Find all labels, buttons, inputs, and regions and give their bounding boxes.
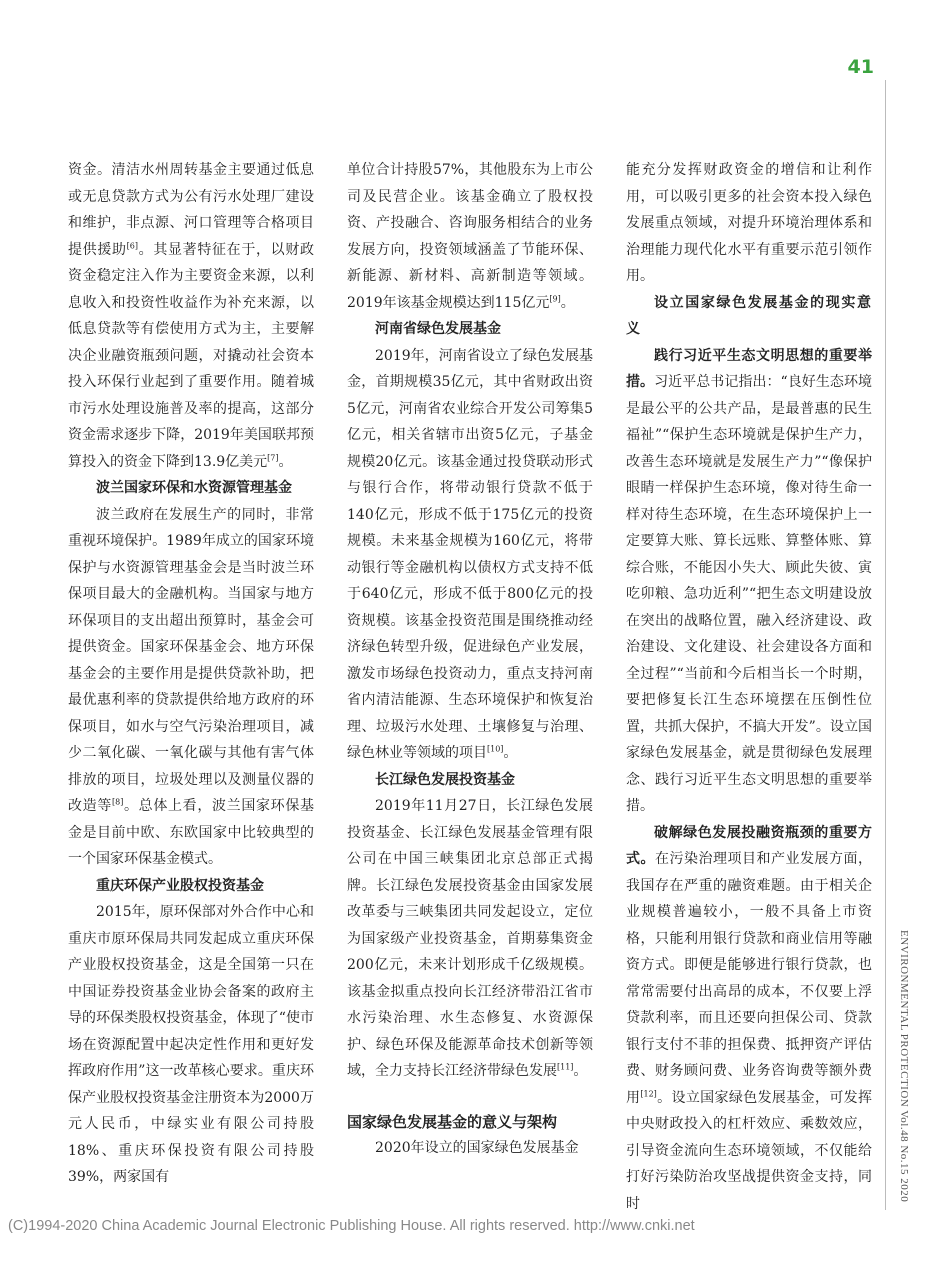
paragraph: 2019年，河南省设立了绿色发展基金，首期规模35亿元，其中省财政出资5亿元，河南省农业综合开发公司筹集5亿元，相关省辖市出资5亿元，子基金规模20亿元。该基金通过投贷联动形式与银行合作，将带动银行贷款不低于140亿元，形成不低于175亿元的投资规模。未来基金规模为160亿元，将带动银行等金融机构以债权方式支持不低于640亿元，形成不低于800亿元的投资规模。该基金投资范围是围绕推动经济绿色转型升级，促进绿色产业发展，激发市场绿色投资动力，重点支持河南省内清洁能源、生态环境保护和恢复治理、垃圾污水处理、土壤修复与治理、绿色林业等领域的项目[10]。: [347, 347, 593, 761]
citation[interactable]: [8]: [112, 797, 124, 807]
paragraph: 单位合计持股57%，其他股东为上市公司及民营企业。该基金确立了股权投资、产投融合、咨询服务相结合的业务发展方向，投资领域涵盖了节能环保、新能源、新材料、高新制造等领域。2019年该基金规模达到115亿元[9]。: [347, 162, 593, 311]
column-2: [347, 157, 593, 1162]
paragraph: 2020年设立的国家绿色发展基金: [375, 1140, 579, 1156]
citation[interactable]: [11]: [557, 1062, 574, 1072]
journal-side-label: ENVIRONMENTAL PROTECTION Vol.48 No.15 2020: [898, 930, 910, 1203]
paragraph: 资金。清洁水州周转基金主要通过低息或无息贷款方式为公有污水处理厂建设和维护，非点源、河口管理等合格项目提供援助[6]。其显著特征在于，以财政资金稳定注入作为主要资金来源，以利息收入和投资性收益作为补充来源，以低息贷款等有偿使用方式为主，主要解决企业融资瓶颈问题，对撬动社会资本投入环保行业起到了重要作用。随着城市污水处理设施普及率的提高，这部分资金需求逐步下降，2019年美国联邦预算投入的资金下降到13.9亿美元[7]。: [68, 162, 315, 470]
paragraph-lead: 破解绿色发展投融资瓶颈的重要方式。: [626, 824, 872, 867]
margin-rule: [885, 80, 886, 1210]
paragraph: 能充分发挥财政资金的增信和让利作用，可以吸引更多的社会资本投入绿色发展重点领域，对提升环境治理体系和治理能力现代化水平有重要示范引领作用。: [626, 162, 872, 284]
citation[interactable]: [12]: [640, 1088, 657, 1098]
subsection-heading: 设立国家绿色发展基金的现实意义: [626, 294, 872, 337]
copyright-footer: (C)1994-2020 China Academic Journal Electronic Publishing House. All rights reserved. http://www.cnki.net: [8, 1218, 695, 1234]
paragraph: 践行习近平生态文明思想的重要举措。习近平总书记指出：“良好生态环境是最公平的公共产品，是最普惠的民生福祉”“保护生态环境就是保护生产力，改善生态环境就是发展生产力”“像保护眼睛一样保护生态环境，像对待生命一样对待生态环境，在生态环境保护上一定要算大账、算长远账、算整体账、算综合账，不能因小失大、顾此失彼、寅吃卯粮、急功近利”“把生态文明建设放在突出的战略位置，融入经济建设、政治建设、文化建设、社会建设各方面和全过程”“当前和今后相当长一个时期，要把修复长江生态环境摆在压倒性位置，共抓大保护，不搞大开发”。设立国家绿色发展基金，就是贯彻绿色发展理念、践行习近平生态文明思想的重要举措。: [626, 347, 872, 814]
page-number: 41: [847, 56, 874, 78]
paragraph-lead: 践行习近平生态文明思想的重要举措。: [626, 347, 872, 390]
paragraph: 2015年，原环保部对外合作中心和重庆市原环保局共同发起成立重庆环保产业股权投资基金，这是全国第一只在中国证券投资基金业协会备案的政府主导的环保类股权投资基金，体现了“使市场在资源配置中起决定性作用和更好发挥政府作用”这一改革核心要求。重庆环保产业股权投资基金注册资本为2000万元人民币，中绿实业有限公司持股18%、重庆环保投资有限公司持股39%，两家国有: [68, 904, 314, 1185]
citation[interactable]: [9]: [549, 293, 561, 303]
citation[interactable]: [7]: [267, 452, 279, 462]
section-heading: 河南省绿色发展基金: [375, 321, 501, 337]
column-1: [68, 157, 314, 1191]
column-3: [626, 157, 872, 1217]
paragraph: 破解绿色发展投融资瓶颈的重要方式。在污染治理项目和产业发展方面，我国存在严重的融资难题。由于相关企业规模普遍较小，一般不具备上市资格，只能利用银行贷款和商业信用等融资方式。即便是能够进行银行贷款，也常常需要付出高昂的成本，不仅要上浮贷款利率，而且还要向担保公司、贷款银行支付不菲的担保费、抵押资产评估费、财务顾问费、业务咨询费等额外费用[12]。设立国家绿色发展基金，可发挥中央财政投入的杠杆效应、乘数效应，引导资金流向生态环境领域，不仅能给打好污染防治攻坚战提供资金支持，同时: [626, 824, 873, 1212]
main-section-heading: 国家绿色发展基金的意义与架构: [347, 1112, 558, 1131]
section-heading: 重庆环保产业股权投资基金: [96, 877, 264, 894]
citation[interactable]: [6]: [126, 240, 139, 250]
section-heading: 长江绿色发展投资基金: [375, 771, 515, 788]
citation[interactable]: [10]: [487, 744, 504, 754]
section-heading: 波兰国家环保和水资源管理基金: [96, 480, 292, 496]
paragraph: 波兰政府在发展生产的同时，非常重视环境保护。1989年成立的国家环境保护与水资源管理基金会是当时波兰环保项目最大的金融机构。当国家与地方环保项目的支出超出预算时，基金会可提供资金。国家环保基金会、地方环保基金会的主要作用是提供贷款补助，把最优惠利率的贷款提供给地方政府的环保项目，如水与空气污染治理项目，减少二氧化碳、一氧化碳与其他有害气体排放的项目，垃圾处理以及测量仪器的改造等[8]。总体上看，波兰国家环保基金是目前中欧、东欧国家中比较典型的一个国家环保基金模式。: [68, 506, 315, 867]
paragraph: 2019年11月27日，长江绿色发展投资基金、长江绿色发展基金管理有限公司在中国三峡集团北京总部正式揭牌。长江绿色发展投资基金由国家发展改革委与三峡集团共同发起设立，定位为国家级产业投资基金，首期募集资金200亿元，未来计划形成千亿级规模。该基金拟重点投向长江经济带沿江省市水污染治理、水生态修复、水资源保护、绿色环保及能源革命技术创新等领域，全力支持长江经济带绿色发展[11]。: [347, 798, 593, 1079]
